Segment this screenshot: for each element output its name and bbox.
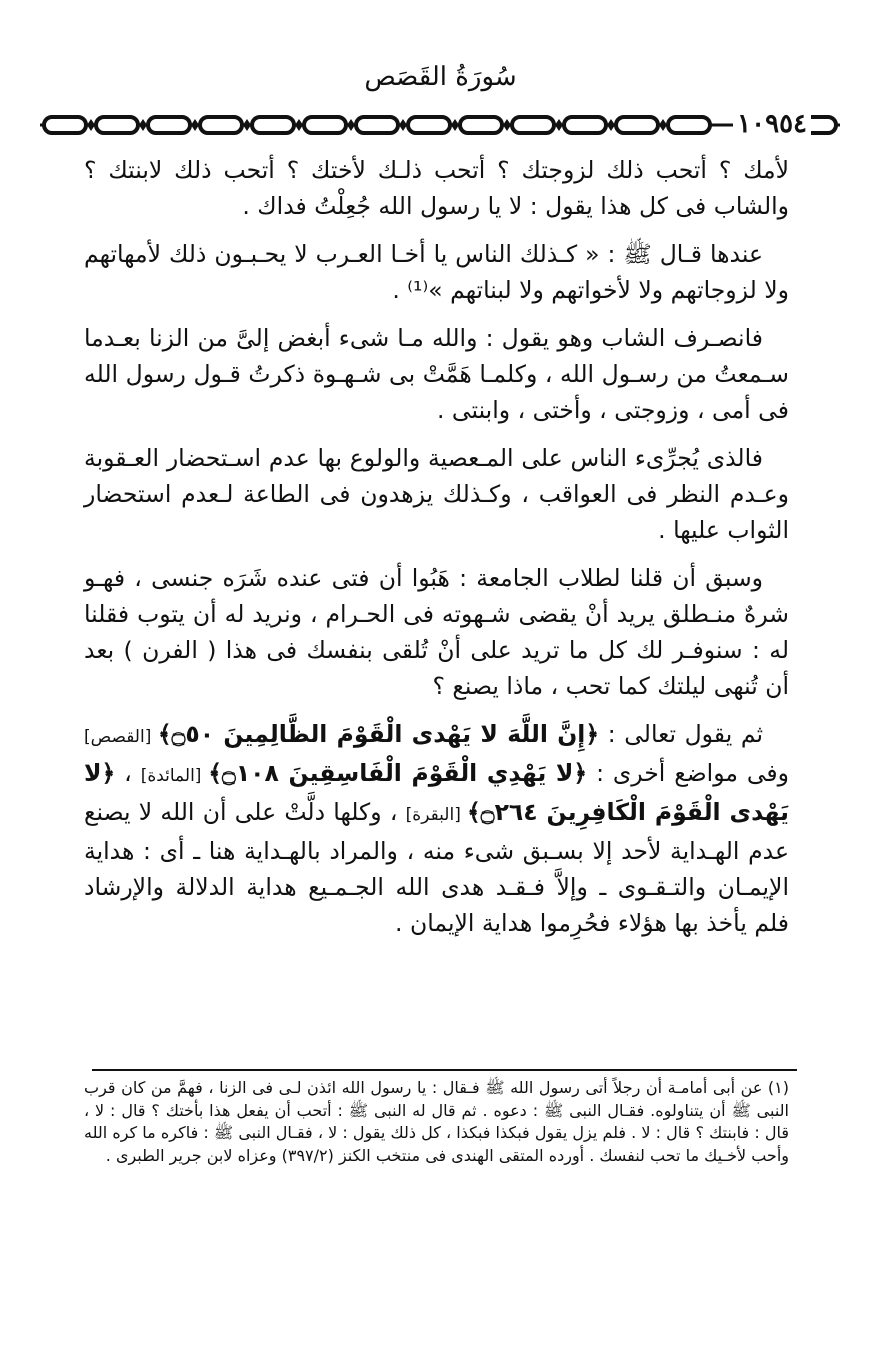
paragraph-6-tail: ، وكلها دلَّتْ على أن الله لا يصنع عدم الهـداية لأحد إلا بسـبق شىء منه ، والمراد بالهـداية هنا ـ أى : هداية الإيمـان والتـقـوى ـ وإلاَّ فـقـد هدى الله الجـمـيع هداية الدلالة والإرشاد فلم يأخذ بها هؤلاء فحُرِموا هداية الإيمان .	[84, 798, 789, 937]
paragraph-3: فانصـرف الشاب وهو يقول : والله مـا شىء أبغض إلىَّ من الزنا بعـدما سـمعتُ من رسـول الله ، وكلمـا هَمَّتْ بى شـهـوة ذكرتُ قـول رسول الله فى أمى ، وزوجتى ، وأختى ، وابنتى .	[84, 324, 789, 424]
page-number: ١٠٩٥٤	[733, 110, 811, 138]
quran-verse-baqarah: ﴿لا يَهْدى الْقَوْمَ الْكَافِرِينَ ۝٢٦٤﴾	[84, 759, 789, 826]
surah-reference-maidah: [المائدة]	[140, 766, 209, 786]
quran-verse-maidah: ﴿لا يَهْدِي الْقَوْمَ الْفَاسِقِينَ ۝١٠٨﴾	[208, 759, 588, 787]
surah-title: سُورَةُ القَصَص	[364, 62, 517, 92]
paragraph-6-mid-1: وفى مواضع أخرى :	[587, 759, 790, 787]
footnote: (١) عن أبى أمامـة أن رجلاً أتى رسول الله ﷺ فـقال : يا رسول الله ائذن لـى فى الزنا ، فهمَّ من كان قرب النبى ﷺ أن يتناولوه. فقـال النبى ﷺ : دعوه . ثم قال له النبى ﷺ : أتحب أن يفعل هذا بأختك ؟ قال : لا ، قال : فابنتك ؟ قال : لا . فلم يزل يقول فبكذا فبكذا ، كل ذلك يقول : لا ، فقـال النبى ﷺ : فاكره ما كره الله وأحب لأخـيك ما تحب لنفسك . أورده المتقى الهندى فى منتخب الكنز (٣٩٧/٢) وعزاه لابن جرير الطبرى .	[84, 1078, 789, 1165]
paragraph-6-lead: ثم يقول تعالى :	[599, 720, 763, 748]
paragraph-1: لأمك ؟ أتحب ذلك لزوجتك ؟ أتحب ذلـك لأختك ؟ أتحب ذلك لابنتك ؟ والشاب فى كل هذا يقول : لا يا رسول الله جُعِلْتُ فداك .	[84, 156, 789, 220]
ornamental-header-bar	[40, 112, 840, 138]
paragraph-5: وسبق أن قلنا لطلاب الجامعة : هَبُوا أن فتى عنده شَرَه جنسى ، فهـو شرهٌ منـطلق يريد أنْ يقضى شـهوته فى الحـرام ، ونريد له أن يتوب فقلنا له : سنوفـر لك كل ما تريد على أنْ تُلقى بنفسك فى هذا ( الفرن ) بعد أن تُنهى ليلتك كما تحب ، ماذا يصنع ؟	[84, 564, 789, 700]
main-text	[84, 152, 789, 953]
footnote-divider	[92, 1069, 797, 1071]
paragraph-2: عندها قـال ﷺ : « كـذلك الناس يا أخـا العـرب لا يحـبـون ذلك لأمهاتهم ولا لزوجاتهم ولا لأخواتهم ولا لبناتهم »⁽¹⁾ .	[84, 240, 789, 304]
surah-reference-baqarah: [البقرة]	[405, 805, 468, 825]
paragraph-6-mid-2: ،	[115, 759, 141, 787]
paragraph-6	[84, 716, 789, 941]
quran-verse-qasas: ﴿إِنَّ اللَّهَ لا يَهْدى الْقَوْمَ الظَّالِمِينَ ۝٥٠﴾	[157, 720, 600, 748]
paragraph-4: فالذى يُجرِّىء الناس على المـعصية والولوع بها عدم اسـتحضار العـقوبة وعـدم النظر فى العواقب ، وكـذلك يزهدون فى الطاعة لـعدم استحضار الثواب عليها .	[84, 444, 789, 544]
surah-reference-qasas: [القصص]	[84, 727, 158, 747]
